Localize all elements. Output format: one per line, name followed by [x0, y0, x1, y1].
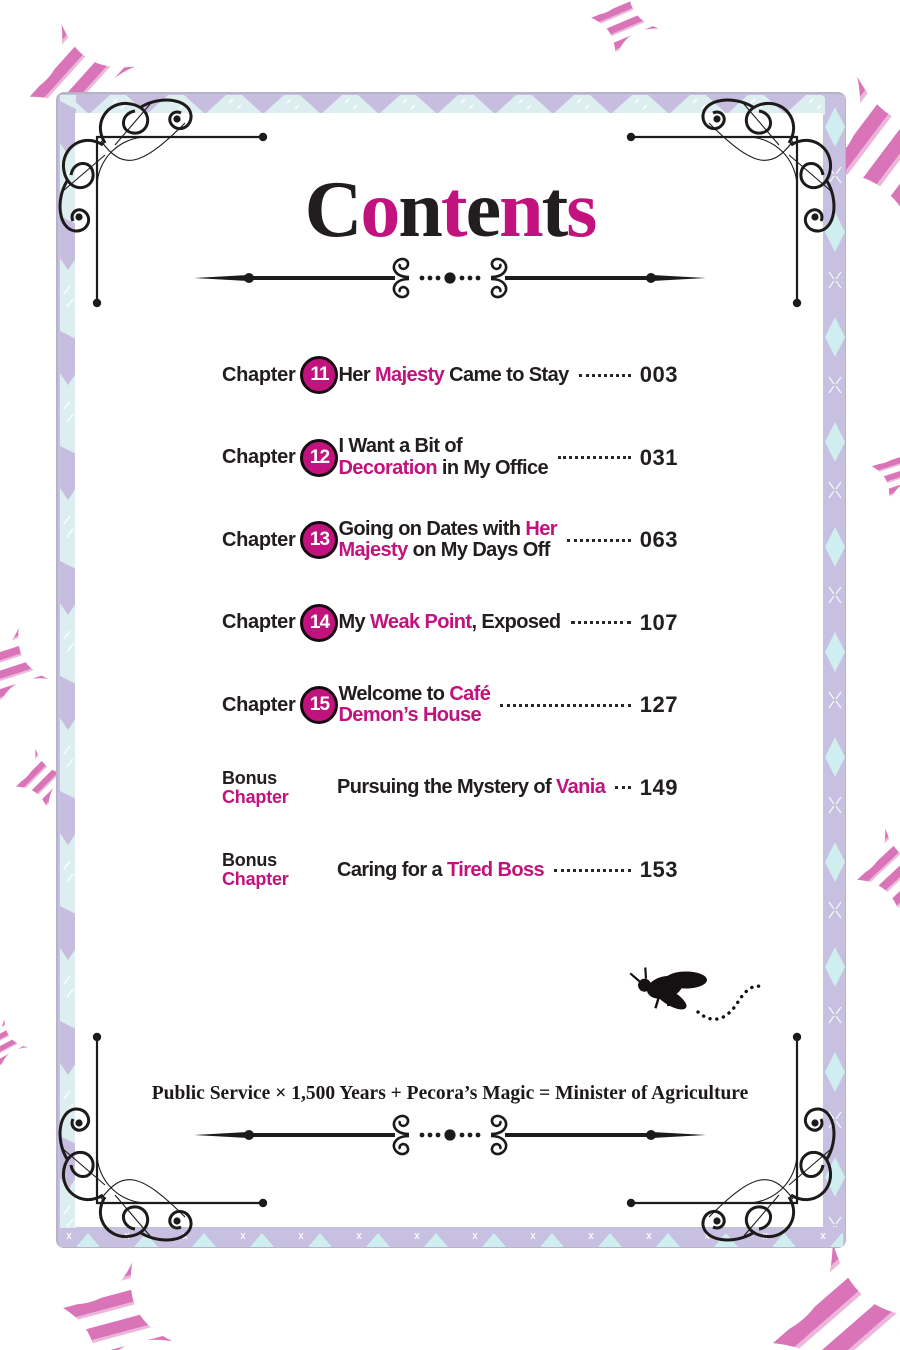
title-letter: n: [499, 166, 542, 254]
chapter-title: I Want a Bit of Decoration in My Office: [338, 435, 549, 479]
chapter-label-text: Chapter: [222, 528, 296, 551]
chapter-label-text: Chapter: [222, 446, 296, 469]
chapter-label-text: Chapter: [222, 693, 296, 716]
chapter-label-text: Chapter: [222, 611, 296, 634]
chapter-label: [222, 686, 338, 724]
title-letter: C: [304, 166, 361, 254]
chapter-label: [222, 521, 338, 559]
title-letter: n: [398, 166, 441, 254]
title-letter: t: [440, 166, 466, 254]
dot-leader: [571, 621, 631, 624]
dot-leader: [579, 374, 631, 377]
chapter-label: [222, 769, 337, 807]
chapter-label: [222, 851, 337, 889]
chapter-title: Going on Dates with Her Majesty on My Days Off: [338, 517, 557, 562]
toc-row: [222, 829, 678, 912]
chapter-label: [222, 439, 338, 477]
dot-leader: [558, 456, 631, 459]
toc-row: [222, 664, 678, 747]
title-letter: s: [566, 166, 596, 254]
chapter-label: [222, 356, 338, 394]
title-letter: e: [465, 166, 500, 254]
dot-leader: [500, 704, 631, 707]
chapter-title: Welcome to Café Demon’s House: [338, 682, 491, 727]
dot-leader: [567, 539, 631, 542]
chapter-number-badge: 15: [300, 686, 338, 724]
toc-row: [222, 417, 678, 500]
dot-leader: [554, 869, 631, 872]
chapter-title: My Weak Point, Exposed: [338, 611, 561, 633]
title-letter: t: [541, 166, 567, 254]
chapter-label-text: Chapter: [222, 363, 296, 386]
chapter-title: Pursuing the Mystery of Vania: [337, 776, 606, 798]
dot-leader: [615, 786, 631, 789]
toc-row: [222, 747, 678, 830]
page-number: 153: [639, 857, 678, 883]
toc-row: [222, 582, 678, 665]
page-number: 127: [639, 692, 678, 718]
toc-row: [222, 499, 678, 582]
page-number: 107: [639, 609, 678, 635]
chapter-label-text: Bonus Chapter: [222, 850, 289, 890]
series-tagline: Public Service × 1,500 Years + Pecora’s Magic = Minister of Agriculture: [151, 1083, 749, 1104]
toc-list: [222, 334, 678, 912]
chapter-title: Caring for a Tired Boss: [337, 858, 544, 881]
page-number: 003: [639, 362, 678, 388]
page-number: 063: [639, 527, 678, 553]
chapter-title: Her Majesty Came to Stay: [338, 363, 569, 386]
chapter-number-badge: 11: [300, 356, 338, 394]
chapter-number-badge: 14: [300, 604, 338, 642]
page-number: 031: [639, 444, 678, 470]
page-title: [0, 166, 900, 254]
title-letter: o: [360, 166, 399, 254]
chapter-label: [222, 604, 338, 642]
page-number: 149: [639, 774, 678, 800]
chapter-number-badge: 13: [300, 521, 338, 559]
toc-row: [222, 334, 678, 417]
chapter-label-text: Bonus Chapter: [222, 767, 289, 807]
chapter-number-badge: 12: [300, 439, 338, 477]
